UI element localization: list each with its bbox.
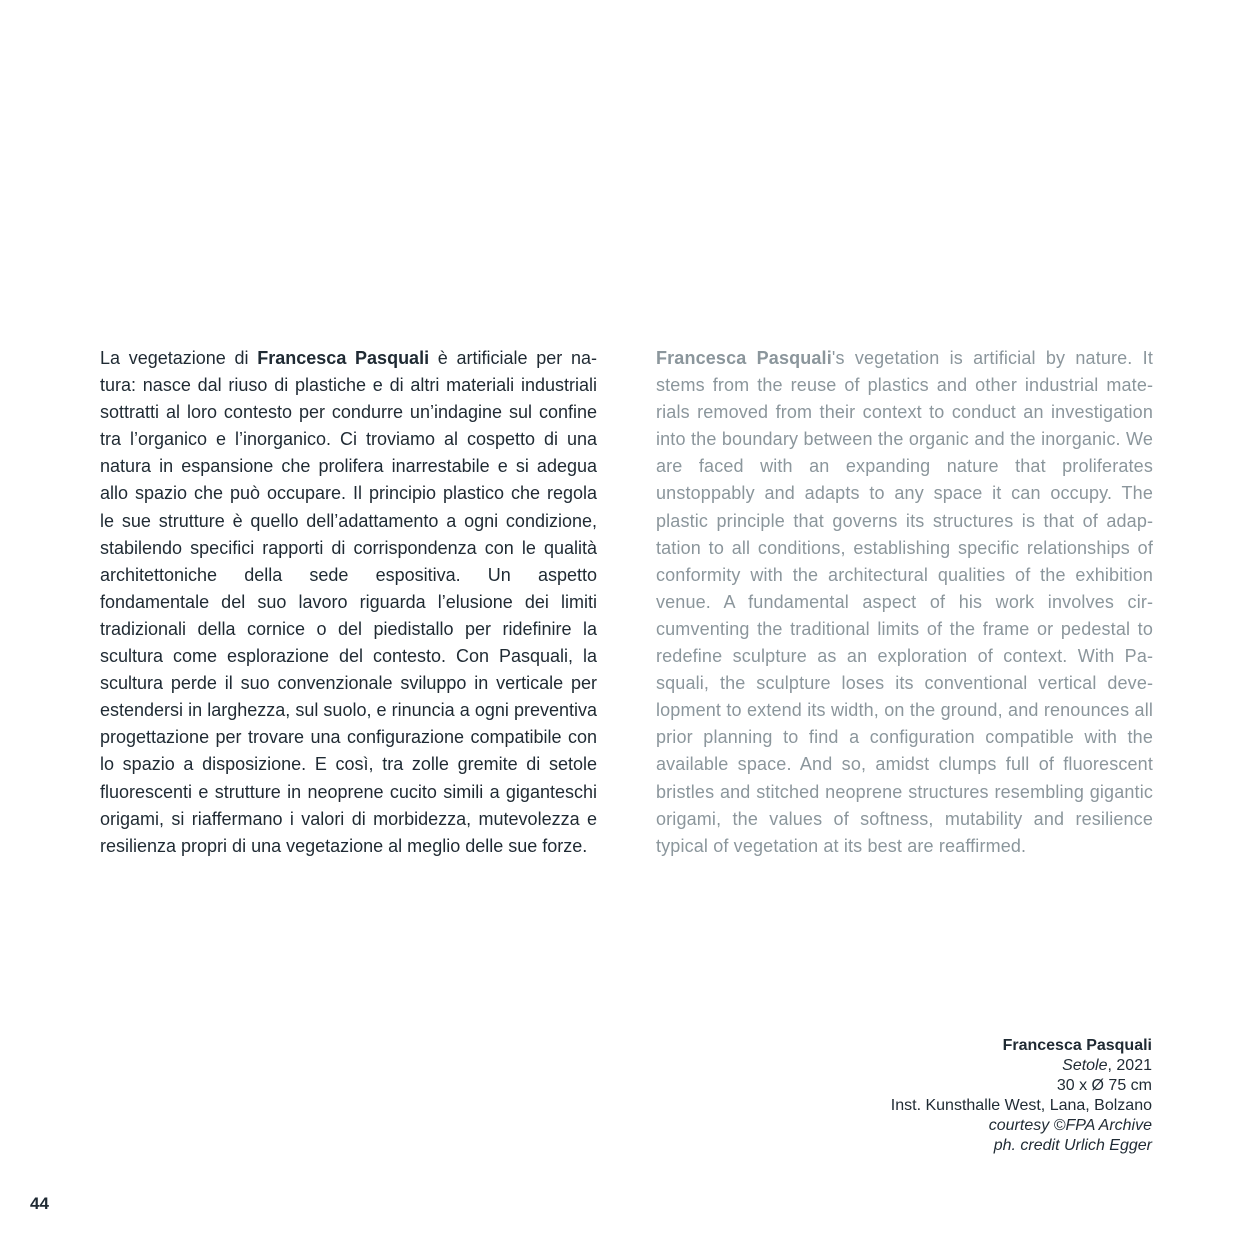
caption-photo-credit: ph. credit Urlich Egger xyxy=(993,1137,1152,1154)
caption-artist: Francesca Pasquali xyxy=(1002,1037,1152,1054)
italian-intro: La vegetazione di xyxy=(100,348,258,368)
caption-dimensions: 30 x Ø 75 cm xyxy=(1056,1077,1152,1094)
english-text-column xyxy=(656,345,1153,860)
english-artist-name: Francesca Pasquali xyxy=(656,348,832,368)
caption-title: Setole xyxy=(1062,1057,1108,1074)
caption-location: Inst. Kunsthalle West, Lana, Bolzano xyxy=(890,1097,1152,1114)
page-number: 44 xyxy=(30,1194,49,1213)
italian-text-column xyxy=(100,345,597,860)
italian-body: è artificiale per natura: nasce dal riuso di plastiche e di altri materiali industriali sottratti al loro contesto per condurre un’indagine sul confine tra l’organico e l’inorganico. Ci troviamo al cospetto di una natura in espansione che prolifera inarrestabile e si adegua allo spazio che può occupare. Il principio plastico che regola le sue strutture è quello dell’adattamento a ogni condizione, stabilendo specifici rapporti di corrispondenza con le qualità architettoniche della sede espositiva. Un aspetto fondamentale del suo lavoro riguarda l’elusione dei limiti tradizionali della cornice o del piedistallo per ridefinire la scultura come esplorazione del contesto. Con Pasquali, la scultura perde il suo convenzionale sviluppo in verticale per estendersi in larghezza, sul suolo, e rinuncia a ogni preventiva progettazione per trovare una configurazione compatibile con lo spazio a disposizione. E così, tra zolle gremite di setole fluorescenti e strutture in neoprene cucito simili a giganteschi origami, si riaffermano i valori di morbidezza, mutevolezza e resilienza propri di una vegetazione al meglio delle sue forze. xyxy=(100,348,598,856)
italian-artist-name: Francesca Pasquali xyxy=(257,348,430,368)
artwork-caption xyxy=(891,1036,1152,1156)
caption-year: , 2021 xyxy=(1107,1057,1152,1074)
caption-title-line xyxy=(891,1056,1152,1076)
caption-courtesy: courtesy ©FPA Archive xyxy=(988,1117,1152,1134)
english-body: 's vegetation is artificial by nature. It stems from the reuse of plastics and other industrial materials removed from their context to conduct an investigation into the boundary between the organic and the inorganic. We are faced with an expanding nature that proliferates unstoppably and adapts to any space it can occupy. The plastic principle that governs its structures is that of adaptation to all conditions, establishing specific relationships of conformity with the architectural qualities of the exhibition venue. A fundamental aspect of his work involves circumventing the traditional limits of the frame or pedestal to redefine sculpture as an exploration of context. With Pasquali, the sculpture loses its conventional vertical development to extend its width, on the ground, and renounces all prior planning to find a configuration compatible with the available space. And so, amidst clumps full of fluorescent bristles and stitched neoprene structures resembling gigantic origami, the values of softness, mutability and resilience typical of vegetation at its best are reaffirmed. xyxy=(656,348,1153,856)
